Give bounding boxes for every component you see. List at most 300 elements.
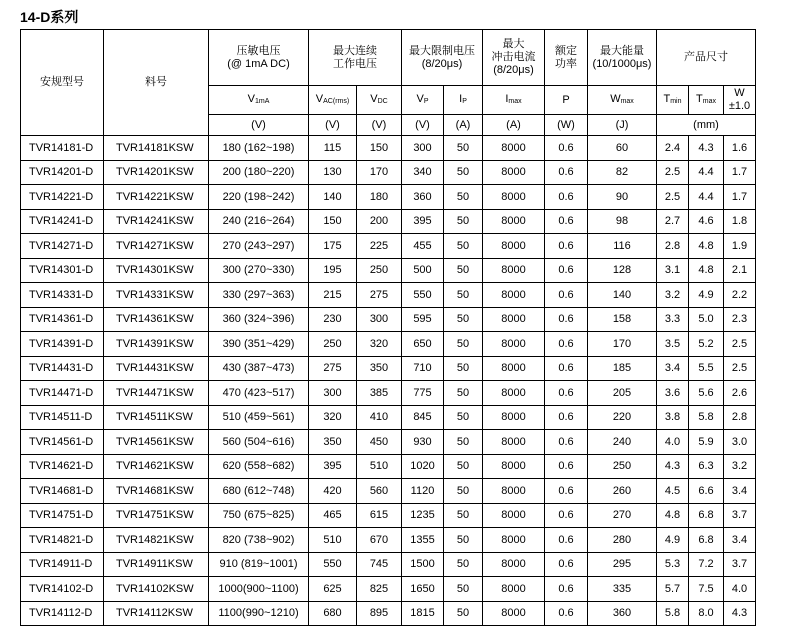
cell-part-no: TVR14221KSW <box>104 185 209 210</box>
symbol-sub: min <box>670 97 682 105</box>
cell-tmax: 7.2 <box>689 552 724 577</box>
cell-vac: 300 <box>309 381 357 406</box>
cell-width: 2.6 <box>724 381 756 406</box>
cell-vdc: 895 <box>357 601 402 626</box>
cell-energy: 360 <box>588 601 657 626</box>
cell-tmax: 5.9 <box>689 430 724 455</box>
cell-vdc: 410 <box>357 405 402 430</box>
cell-power: 0.6 <box>545 185 588 210</box>
cell-power: 0.6 <box>545 283 588 308</box>
cell-energy: 158 <box>588 307 657 332</box>
cell-power: 0.6 <box>545 160 588 185</box>
symbol-sub: DC <box>377 97 388 105</box>
cell-tmax: 8.0 <box>689 601 724 626</box>
cell-imax: 8000 <box>483 258 545 283</box>
cell-part-no: TVR14301KSW <box>104 258 209 283</box>
cell-vac: 150 <box>309 209 357 234</box>
table-row <box>21 528 756 553</box>
cell-width: 3.2 <box>724 454 756 479</box>
unit-vac: (V) <box>309 115 357 136</box>
table-row <box>21 185 756 210</box>
cell-ip: 50 <box>444 234 483 259</box>
cell-ip: 50 <box>444 503 483 528</box>
cell-vp: 1120 <box>402 479 444 504</box>
cell-vac: 230 <box>309 307 357 332</box>
cell-tmax: 5.0 <box>689 307 724 332</box>
cell-varistor-voltage: 1000(900~1100) <box>209 577 309 602</box>
cell-vac: 320 <box>309 405 357 430</box>
table-row <box>21 356 756 381</box>
cell-energy: 220 <box>588 405 657 430</box>
cell-vac: 130 <box>309 160 357 185</box>
cell-varistor-voltage: 820 (738~902) <box>209 528 309 553</box>
cell-safety-model: TVR14331-D <box>21 283 104 308</box>
cell-width: 1.7 <box>724 185 756 210</box>
cell-power: 0.6 <box>545 258 588 283</box>
cell-width: 2.1 <box>724 258 756 283</box>
unit-vp: (V) <box>402 115 444 136</box>
cell-safety-model: TVR14821-D <box>21 528 104 553</box>
cell-vp: 455 <box>402 234 444 259</box>
cell-energy: 295 <box>588 552 657 577</box>
header-line: (8/20μs) <box>493 64 534 76</box>
cell-varistor-voltage: 620 (558~682) <box>209 454 309 479</box>
header-dimensions: 产品尺寸 <box>657 30 756 86</box>
cell-vp: 1020 <box>402 454 444 479</box>
symbol-sub: P <box>462 97 467 105</box>
cell-width: 2.2 <box>724 283 756 308</box>
table-row <box>21 258 756 283</box>
cell-safety-model: TVR14271-D <box>21 234 104 259</box>
cell-varistor-voltage: 750 (675~825) <box>209 503 309 528</box>
table-row <box>21 430 756 455</box>
cell-energy: 116 <box>588 234 657 259</box>
cell-safety-model: TVR14751-D <box>21 503 104 528</box>
cell-tmin: 3.8 <box>657 405 689 430</box>
header-max-surge-current <box>483 30 545 86</box>
cell-width: 3.7 <box>724 503 756 528</box>
cell-tmin: 3.5 <box>657 332 689 357</box>
symbol-main: V <box>247 92 255 105</box>
cell-vp: 650 <box>402 332 444 357</box>
cell-vdc: 745 <box>357 552 402 577</box>
cell-imax: 8000 <box>483 209 545 234</box>
cell-imax: 8000 <box>483 405 545 430</box>
cell-power: 0.6 <box>545 479 588 504</box>
table-row <box>21 160 756 185</box>
cell-part-no: TVR14391KSW <box>104 332 209 357</box>
cell-part-no: TVR14911KSW <box>104 552 209 577</box>
header-line: 冲击电流 <box>491 51 536 63</box>
symbol-main: V <box>315 92 324 105</box>
cell-tmin: 4.0 <box>657 430 689 455</box>
cell-tmin: 2.7 <box>657 209 689 234</box>
cell-vdc: 275 <box>357 283 402 308</box>
cell-vdc: 510 <box>357 454 402 479</box>
symbol-sub: max <box>702 97 716 105</box>
table-row <box>21 307 756 332</box>
cell-imax: 8000 <box>483 601 545 626</box>
cell-vac: 250 <box>309 332 357 357</box>
header-line: 额定 <box>555 44 577 57</box>
cell-varistor-voltage: 680 (612~748) <box>209 479 309 504</box>
cell-tmin: 2.8 <box>657 234 689 259</box>
unit-wmax: (J) <box>588 115 657 136</box>
cell-tmin: 4.9 <box>657 528 689 553</box>
symbol-imax <box>483 86 545 115</box>
cell-safety-model: TVR14391-D <box>21 332 104 357</box>
cell-imax: 8000 <box>483 160 545 185</box>
cell-power: 0.6 <box>545 356 588 381</box>
cell-safety-model: TVR14911-D <box>21 552 104 577</box>
cell-imax: 8000 <box>483 307 545 332</box>
header-part-no: 料号 <box>104 30 209 136</box>
cell-varistor-voltage: 200 (180~220) <box>209 160 309 185</box>
cell-ip: 50 <box>444 258 483 283</box>
symbol-sub: AC(rms) <box>323 97 350 105</box>
cell-energy: 335 <box>588 577 657 602</box>
cell-power: 0.6 <box>545 454 588 479</box>
cell-varistor-voltage: 510 (459~561) <box>209 405 309 430</box>
cell-tmin: 4.8 <box>657 503 689 528</box>
cell-vac: 465 <box>309 503 357 528</box>
cell-power: 0.6 <box>545 136 588 161</box>
cell-tmax: 5.2 <box>689 332 724 357</box>
cell-ip: 50 <box>444 136 483 161</box>
header-line: 最大能量 <box>600 44 644 57</box>
symbol-vac <box>309 86 357 115</box>
cell-vp: 595 <box>402 307 444 332</box>
cell-width: 1.6 <box>724 136 756 161</box>
cell-tmin: 3.4 <box>657 356 689 381</box>
symbol-main: P <box>562 93 570 106</box>
cell-energy: 170 <box>588 332 657 357</box>
cell-safety-model: TVR14431-D <box>21 356 104 381</box>
cell-vac: 420 <box>309 479 357 504</box>
cell-tmax: 5.6 <box>689 381 724 406</box>
cell-vdc: 150 <box>357 136 402 161</box>
unit-vdc: (V) <box>357 115 402 136</box>
cell-vac: 550 <box>309 552 357 577</box>
cell-tmax: 6.8 <box>689 503 724 528</box>
cell-part-no: TVR14621KSW <box>104 454 209 479</box>
cell-part-no: TVR14102KSW <box>104 577 209 602</box>
unit-p: (W) <box>545 115 588 136</box>
cell-safety-model: TVR14681-D <box>21 479 104 504</box>
cell-safety-model: TVR14511-D <box>21 405 104 430</box>
cell-safety-model: TVR14471-D <box>21 381 104 406</box>
cell-vac: 680 <box>309 601 357 626</box>
cell-vp: 710 <box>402 356 444 381</box>
cell-tmin: 3.2 <box>657 283 689 308</box>
cell-vac: 275 <box>309 356 357 381</box>
cell-power: 0.6 <box>545 430 588 455</box>
cell-vp: 550 <box>402 283 444 308</box>
cell-vdc: 200 <box>357 209 402 234</box>
symbol-main: W <box>610 92 621 105</box>
symbol-ip <box>444 86 483 115</box>
header-varistor-voltage <box>209 30 309 86</box>
cell-varistor-voltage: 220 (198~242) <box>209 185 309 210</box>
cell-imax: 8000 <box>483 528 545 553</box>
cell-part-no: TVR14181KSW <box>104 136 209 161</box>
cell-width: 2.8 <box>724 405 756 430</box>
cell-safety-model: TVR14561-D <box>21 430 104 455</box>
cell-ip: 50 <box>444 601 483 626</box>
header-line: 工作电压 <box>333 57 377 70</box>
cell-ip: 50 <box>444 209 483 234</box>
symbol-w <box>724 86 756 115</box>
cell-varistor-voltage: 1100(990~1210) <box>209 601 309 626</box>
cell-tmin: 3.6 <box>657 381 689 406</box>
symbol-main: V <box>370 92 378 105</box>
cell-width: 4.3 <box>724 601 756 626</box>
cell-vdc: 225 <box>357 234 402 259</box>
cell-tmax: 4.9 <box>689 283 724 308</box>
cell-energy: 260 <box>588 479 657 504</box>
cell-power: 0.6 <box>545 332 588 357</box>
cell-tmax: 4.8 <box>689 234 724 259</box>
cell-vp: 395 <box>402 209 444 234</box>
cell-safety-model: TVR14361-D <box>21 307 104 332</box>
cell-vp: 1815 <box>402 601 444 626</box>
symbol-v1ma <box>209 86 309 115</box>
cell-tmin: 3.3 <box>657 307 689 332</box>
cell-imax: 8000 <box>483 234 545 259</box>
cell-width: 2.3 <box>724 307 756 332</box>
cell-power: 0.6 <box>545 405 588 430</box>
cell-vdc: 560 <box>357 479 402 504</box>
cell-tmin: 2.5 <box>657 160 689 185</box>
unit-imax: (A) <box>483 115 545 136</box>
cell-part-no: TVR14511KSW <box>104 405 209 430</box>
cell-energy: 82 <box>588 160 657 185</box>
spec-table <box>20 29 756 626</box>
symbol-main: I <box>505 92 509 105</box>
cell-varistor-voltage: 270 (243~297) <box>209 234 309 259</box>
header-line: 压敏电压 <box>236 44 281 57</box>
cell-part-no: TVR14271KSW <box>104 234 209 259</box>
cell-tmin: 2.4 <box>657 136 689 161</box>
cell-power: 0.6 <box>545 307 588 332</box>
cell-ip: 50 <box>444 332 483 357</box>
cell-vdc: 450 <box>357 430 402 455</box>
header-line: 功率 <box>555 57 577 70</box>
cell-width: 2.5 <box>724 332 756 357</box>
cell-energy: 250 <box>588 454 657 479</box>
symbol-vdc <box>357 86 402 115</box>
table-header <box>21 30 756 136</box>
cell-ip: 50 <box>444 160 483 185</box>
header-line: 最大限制电压 <box>409 44 475 57</box>
symbol-wmax <box>588 86 657 115</box>
cell-vac: 195 <box>309 258 357 283</box>
unit-v1ma: (V) <box>209 115 309 136</box>
cell-varistor-voltage: 470 (423~517) <box>209 381 309 406</box>
header-safety-model: 安规型号 <box>21 30 104 136</box>
cell-tmin: 4.5 <box>657 479 689 504</box>
cell-vac: 115 <box>309 136 357 161</box>
cell-safety-model: TVR14221-D <box>21 185 104 210</box>
cell-imax: 8000 <box>483 479 545 504</box>
cell-vdc: 385 <box>357 381 402 406</box>
cell-power: 0.6 <box>545 552 588 577</box>
header-line: (10/1000μs) <box>592 57 652 70</box>
cell-vp: 1355 <box>402 528 444 553</box>
symbol-main: V <box>416 92 424 105</box>
cell-tmax: 4.4 <box>689 185 724 210</box>
cell-part-no: TVR14471KSW <box>104 381 209 406</box>
cell-part-no: TVR14241KSW <box>104 209 209 234</box>
page-title: 14-D系列 <box>20 9 79 25</box>
cell-ip: 50 <box>444 430 483 455</box>
cell-ip: 50 <box>444 185 483 210</box>
cell-vac: 140 <box>309 185 357 210</box>
cell-tmax: 5.8 <box>689 405 724 430</box>
table-row <box>21 552 756 577</box>
cell-vp: 1650 <box>402 577 444 602</box>
cell-imax: 8000 <box>483 552 545 577</box>
table-row <box>21 381 756 406</box>
symbol-sub: P <box>423 97 429 105</box>
symbol-tmin <box>657 86 689 115</box>
symbol-sub: 1mA <box>254 97 270 105</box>
cell-ip: 50 <box>444 307 483 332</box>
unit-dims: (mm) <box>657 115 756 136</box>
cell-safety-model: TVR14241-D <box>21 209 104 234</box>
table-row <box>21 479 756 504</box>
symbol-tolerance: ±1.0 <box>728 100 751 112</box>
cell-width: 2.5 <box>724 356 756 381</box>
symbol-main: T <box>663 92 671 105</box>
cell-energy: 140 <box>588 283 657 308</box>
table-row <box>21 503 756 528</box>
header-max-clamping-voltage <box>402 30 483 86</box>
header-line: 最大 <box>502 38 525 50</box>
cell-varistor-voltage: 330 (297~363) <box>209 283 309 308</box>
cell-tmax: 4.3 <box>689 136 724 161</box>
cell-energy: 240 <box>588 430 657 455</box>
cell-width: 1.9 <box>724 234 756 259</box>
symbol-sub: max <box>508 97 522 105</box>
cell-ip: 50 <box>444 405 483 430</box>
cell-tmin: 5.8 <box>657 601 689 626</box>
cell-vp: 1235 <box>402 503 444 528</box>
cell-vp: 930 <box>402 430 444 455</box>
cell-vp: 340 <box>402 160 444 185</box>
cell-part-no: TVR14361KSW <box>104 307 209 332</box>
cell-vp: 360 <box>402 185 444 210</box>
cell-vac: 510 <box>309 528 357 553</box>
cell-varistor-voltage: 430 (387~473) <box>209 356 309 381</box>
cell-part-no: TVR14331KSW <box>104 283 209 308</box>
symbol-vp <box>402 86 444 115</box>
cell-tmax: 4.4 <box>689 160 724 185</box>
cell-tmax: 7.5 <box>689 577 724 602</box>
cell-vac: 175 <box>309 234 357 259</box>
table-row <box>21 601 756 626</box>
table-body <box>21 136 756 626</box>
cell-ip: 50 <box>444 577 483 602</box>
cell-part-no: TVR14112KSW <box>104 601 209 626</box>
cell-part-no: TVR14751KSW <box>104 503 209 528</box>
cell-ip: 50 <box>444 356 483 381</box>
cell-vdc: 670 <box>357 528 402 553</box>
cell-varistor-voltage: 360 (324~396) <box>209 307 309 332</box>
table-row <box>21 283 756 308</box>
cell-tmin: 5.7 <box>657 577 689 602</box>
cell-energy: 60 <box>588 136 657 161</box>
cell-vac: 215 <box>309 283 357 308</box>
cell-power: 0.6 <box>545 601 588 626</box>
cell-safety-model: TVR14102-D <box>21 577 104 602</box>
cell-power: 0.6 <box>545 234 588 259</box>
table-row <box>21 209 756 234</box>
symbol-tmax <box>689 86 724 115</box>
cell-energy: 90 <box>588 185 657 210</box>
cell-tmin: 3.1 <box>657 258 689 283</box>
cell-vdc: 350 <box>357 356 402 381</box>
cell-vdc: 320 <box>357 332 402 357</box>
cell-varistor-voltage: 910 (819~1001) <box>209 552 309 577</box>
cell-imax: 8000 <box>483 503 545 528</box>
cell-ip: 50 <box>444 454 483 479</box>
cell-imax: 8000 <box>483 136 545 161</box>
cell-varistor-voltage: 180 (162~198) <box>209 136 309 161</box>
table-row <box>21 454 756 479</box>
table-row <box>21 234 756 259</box>
cell-part-no: TVR14561KSW <box>104 430 209 455</box>
cell-ip: 50 <box>444 479 483 504</box>
cell-imax: 8000 <box>483 454 545 479</box>
cell-ip: 50 <box>444 381 483 406</box>
cell-energy: 185 <box>588 356 657 381</box>
cell-imax: 8000 <box>483 185 545 210</box>
cell-tmax: 6.3 <box>689 454 724 479</box>
cell-tmax: 6.6 <box>689 479 724 504</box>
cell-power: 0.6 <box>545 381 588 406</box>
table-row <box>21 332 756 357</box>
cell-width: 3.0 <box>724 430 756 455</box>
table-row <box>21 577 756 602</box>
cell-width: 3.4 <box>724 528 756 553</box>
cell-tmax: 4.6 <box>689 209 724 234</box>
symbol-main: I <box>459 92 463 105</box>
cell-tmin: 2.5 <box>657 185 689 210</box>
cell-energy: 128 <box>588 258 657 283</box>
cell-varistor-voltage: 390 (351~429) <box>209 332 309 357</box>
cell-vp: 1500 <box>402 552 444 577</box>
cell-tmin: 5.3 <box>657 552 689 577</box>
cell-power: 0.6 <box>545 528 588 553</box>
cell-vac: 395 <box>309 454 357 479</box>
cell-vdc: 615 <box>357 503 402 528</box>
header-max-continuous-voltage <box>309 30 402 86</box>
cell-width: 4.0 <box>724 577 756 602</box>
cell-vdc: 300 <box>357 307 402 332</box>
cell-imax: 8000 <box>483 577 545 602</box>
cell-imax: 8000 <box>483 381 545 406</box>
cell-energy: 270 <box>588 503 657 528</box>
cell-vp: 300 <box>402 136 444 161</box>
cell-varistor-voltage: 300 (270~330) <box>209 258 309 283</box>
cell-safety-model: TVR14112-D <box>21 601 104 626</box>
cell-tmin: 4.3 <box>657 454 689 479</box>
header-rated-power <box>545 30 588 86</box>
cell-part-no: TVR14201KSW <box>104 160 209 185</box>
cell-energy: 280 <box>588 528 657 553</box>
cell-part-no: TVR14431KSW <box>104 356 209 381</box>
